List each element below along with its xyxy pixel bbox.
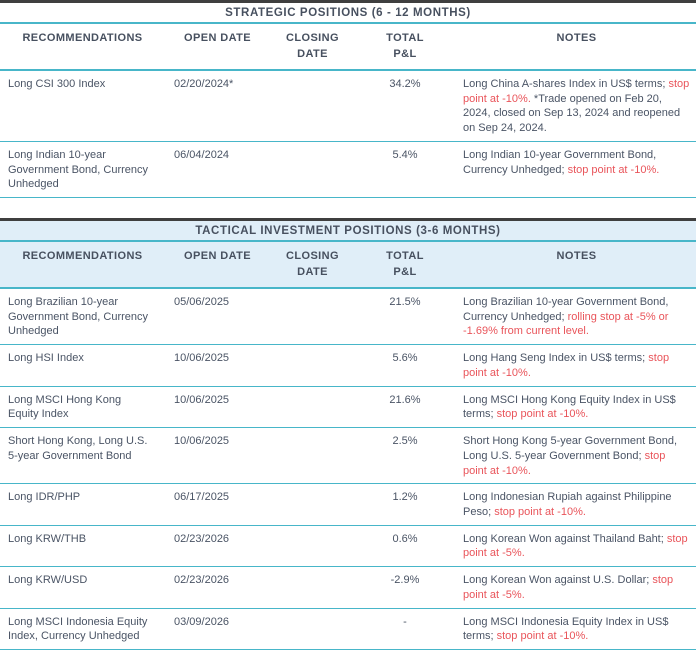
notes-text-after: *Trade opened on Feb 20, 2024, closed on Sep 13, 2024 and reopened on Sep 24, 2024. bbox=[463, 92, 681, 135]
total-pl-cell: 5.4% bbox=[392, 148, 418, 161]
recommendation-cell: Long Brazilian 10-year Government Bond, Currency Unhedged bbox=[8, 295, 149, 338]
total-pl-cell: 21.6% bbox=[389, 393, 421, 406]
column-header-total-pl bbox=[355, 31, 455, 63]
column-header-line1: NOTES bbox=[556, 32, 597, 44]
open-date-cell: 05/06/2025 bbox=[174, 295, 230, 308]
total-pl-cell: 2.5% bbox=[392, 435, 418, 448]
table-title-tactical: TACTICAL INVESTMENT POSITIONS (3-6 MONTHS) bbox=[0, 221, 696, 242]
open-date-cell: 02/23/2026 bbox=[174, 574, 230, 587]
total-pl-cell: 0.6% bbox=[392, 532, 418, 545]
column-header-open-date bbox=[165, 249, 270, 265]
recommendation-cell: Long KRW/THB bbox=[8, 532, 87, 545]
stop-point-text: stop point at -10%. bbox=[494, 505, 586, 518]
column-header-closing-date bbox=[270, 31, 355, 63]
total-pl-cell: 1.2% bbox=[392, 491, 418, 504]
strategic-positions-table bbox=[0, 0, 696, 198]
total-pl-cell: - bbox=[403, 615, 407, 628]
column-header-line1: RECOMMENDATIONS bbox=[22, 250, 143, 263]
column-header-line1: TOTAL bbox=[386, 250, 424, 263]
notes-text: Long Korean Won against U.S. Dollar; bbox=[463, 574, 653, 587]
column-header-line1: TOTAL bbox=[386, 32, 424, 44]
notes-cell bbox=[455, 77, 696, 136]
column-header-line2: P&L bbox=[393, 47, 417, 60]
column-header-row bbox=[0, 242, 696, 289]
table-body bbox=[0, 71, 696, 198]
notes-cell bbox=[455, 490, 696, 519]
column-header-line1: RECOMMENDATIONS bbox=[22, 32, 143, 44]
notes-cell bbox=[455, 148, 696, 177]
table-row bbox=[0, 484, 696, 525]
notes-cell bbox=[455, 573, 696, 602]
recommendation-cell: Long MSCI Indonesia Equity Index, Currency Unhedged bbox=[8, 615, 148, 643]
notes-text: Long MSCI Hong Kong Equity Index in US$ terms; bbox=[463, 393, 676, 421]
stop-point-text: stop point at -10%. bbox=[567, 163, 660, 176]
recommendation-cell: Short Hong Kong, Long U.S. 5-year Government Bond bbox=[8, 435, 148, 462]
open-date-cell: 10/06/2025 bbox=[174, 352, 230, 365]
notes-text: Long MSCI Indonesia Equity Index in US$ terms; bbox=[463, 615, 669, 643]
open-date-cell: 06/17/2025 bbox=[174, 491, 230, 504]
table-row bbox=[0, 289, 696, 345]
column-header-line1: OPEN DATE bbox=[184, 32, 251, 44]
table-row bbox=[0, 567, 696, 608]
total-pl-cell: 21.5% bbox=[389, 295, 421, 308]
column-header-line1: OPEN DATE bbox=[184, 250, 251, 263]
notes-text: Long Indian 10-year Government Bond, Currency Unhedged; bbox=[463, 148, 657, 176]
column-header-notes bbox=[455, 249, 696, 265]
column-header-line2: DATE bbox=[297, 47, 328, 60]
table-row bbox=[0, 345, 696, 386]
open-date-cell: 03/09/2026 bbox=[174, 615, 230, 628]
open-date-cell: 10/06/2025 bbox=[174, 393, 230, 406]
open-date-cell: 02/23/2026 bbox=[174, 532, 230, 545]
table-row bbox=[0, 387, 696, 428]
table-body bbox=[0, 289, 696, 650]
notes-cell bbox=[455, 615, 696, 644]
open-date-cell: 10/06/2025 bbox=[174, 435, 230, 448]
total-pl-cell: -2.9% bbox=[390, 574, 420, 587]
column-header-open-date bbox=[165, 31, 270, 47]
stop-point-text: stop point at -5%. bbox=[463, 574, 674, 601]
column-header-notes bbox=[455, 31, 696, 47]
open-date-cell: 02/20/2024* bbox=[174, 77, 234, 90]
column-header-line1: NOTES bbox=[556, 250, 597, 263]
notes-text: Long Indonesian Rupiah against Philippine Peso; bbox=[463, 491, 672, 518]
stop-point-text: stop point at -10%. bbox=[463, 449, 666, 477]
notes-cell bbox=[455, 434, 696, 478]
column-header-row bbox=[0, 24, 696, 71]
column-header-line1: CLOSING bbox=[286, 32, 339, 44]
table-row bbox=[0, 142, 696, 198]
recommendation-cell: Long CSI 300 Index bbox=[8, 77, 106, 90]
notes-text: Short Hong Kong 5-year Government Bond, Long U.S. 5-year Government Bond; bbox=[463, 435, 678, 462]
recommendation-cell: Long HSI Index bbox=[8, 352, 84, 365]
stop-point-text: stop point at -5%. bbox=[463, 532, 688, 560]
recommendation-cell: Long MSCI Hong Kong Equity Index bbox=[8, 393, 122, 421]
stop-point-text: rolling stop at -5% or -1.69% from current level. bbox=[463, 310, 669, 338]
table-row bbox=[0, 609, 696, 650]
notes-text: Long Korean Won against Thailand Baht; bbox=[463, 532, 667, 545]
table-row bbox=[0, 526, 696, 567]
table-row bbox=[0, 71, 696, 142]
column-header-recommendations bbox=[0, 249, 165, 265]
total-pl-cell: 5.6% bbox=[392, 352, 418, 365]
notes-text: Long Hang Seng Index in US$ terms; bbox=[463, 352, 649, 365]
notes-text: Long China A-shares Index in US$ terms; bbox=[463, 77, 669, 90]
table-row bbox=[0, 428, 696, 484]
column-header-line2: P&L bbox=[393, 265, 417, 278]
recommendation-cell: Long Indian 10-year Government Bond, Currency Unhedged bbox=[8, 148, 149, 191]
notes-cell bbox=[455, 532, 696, 561]
stop-point-text: stop point at -10%. bbox=[463, 77, 690, 105]
stop-point-text: stop point at -10%. bbox=[463, 352, 670, 379]
column-header-line1: CLOSING bbox=[286, 250, 339, 263]
notes-cell bbox=[455, 393, 696, 422]
column-header-line2: DATE bbox=[297, 265, 328, 278]
notes-text: Long Brazilian 10-year Government Bond, Currency Unhedged; bbox=[463, 295, 669, 323]
recommendation-cell: Long KRW/USD bbox=[8, 574, 88, 587]
stop-point-text: stop point at -10%. bbox=[496, 408, 589, 421]
total-pl-cell: 34.2% bbox=[389, 77, 421, 90]
recommendation-cell: Long IDR/PHP bbox=[8, 491, 81, 504]
table-title-strategic: STRATEGIC POSITIONS (6 - 12 MONTHS) bbox=[0, 3, 696, 24]
column-header-recommendations bbox=[0, 31, 165, 47]
stop-point-text: stop point at -10%. bbox=[496, 630, 589, 643]
notes-cell bbox=[455, 295, 696, 339]
column-header-closing-date bbox=[270, 249, 355, 281]
column-header-total-pl bbox=[355, 249, 455, 281]
open-date-cell: 06/04/2024 bbox=[174, 148, 230, 161]
tactical-positions-table bbox=[0, 218, 696, 650]
notes-cell bbox=[455, 351, 696, 380]
